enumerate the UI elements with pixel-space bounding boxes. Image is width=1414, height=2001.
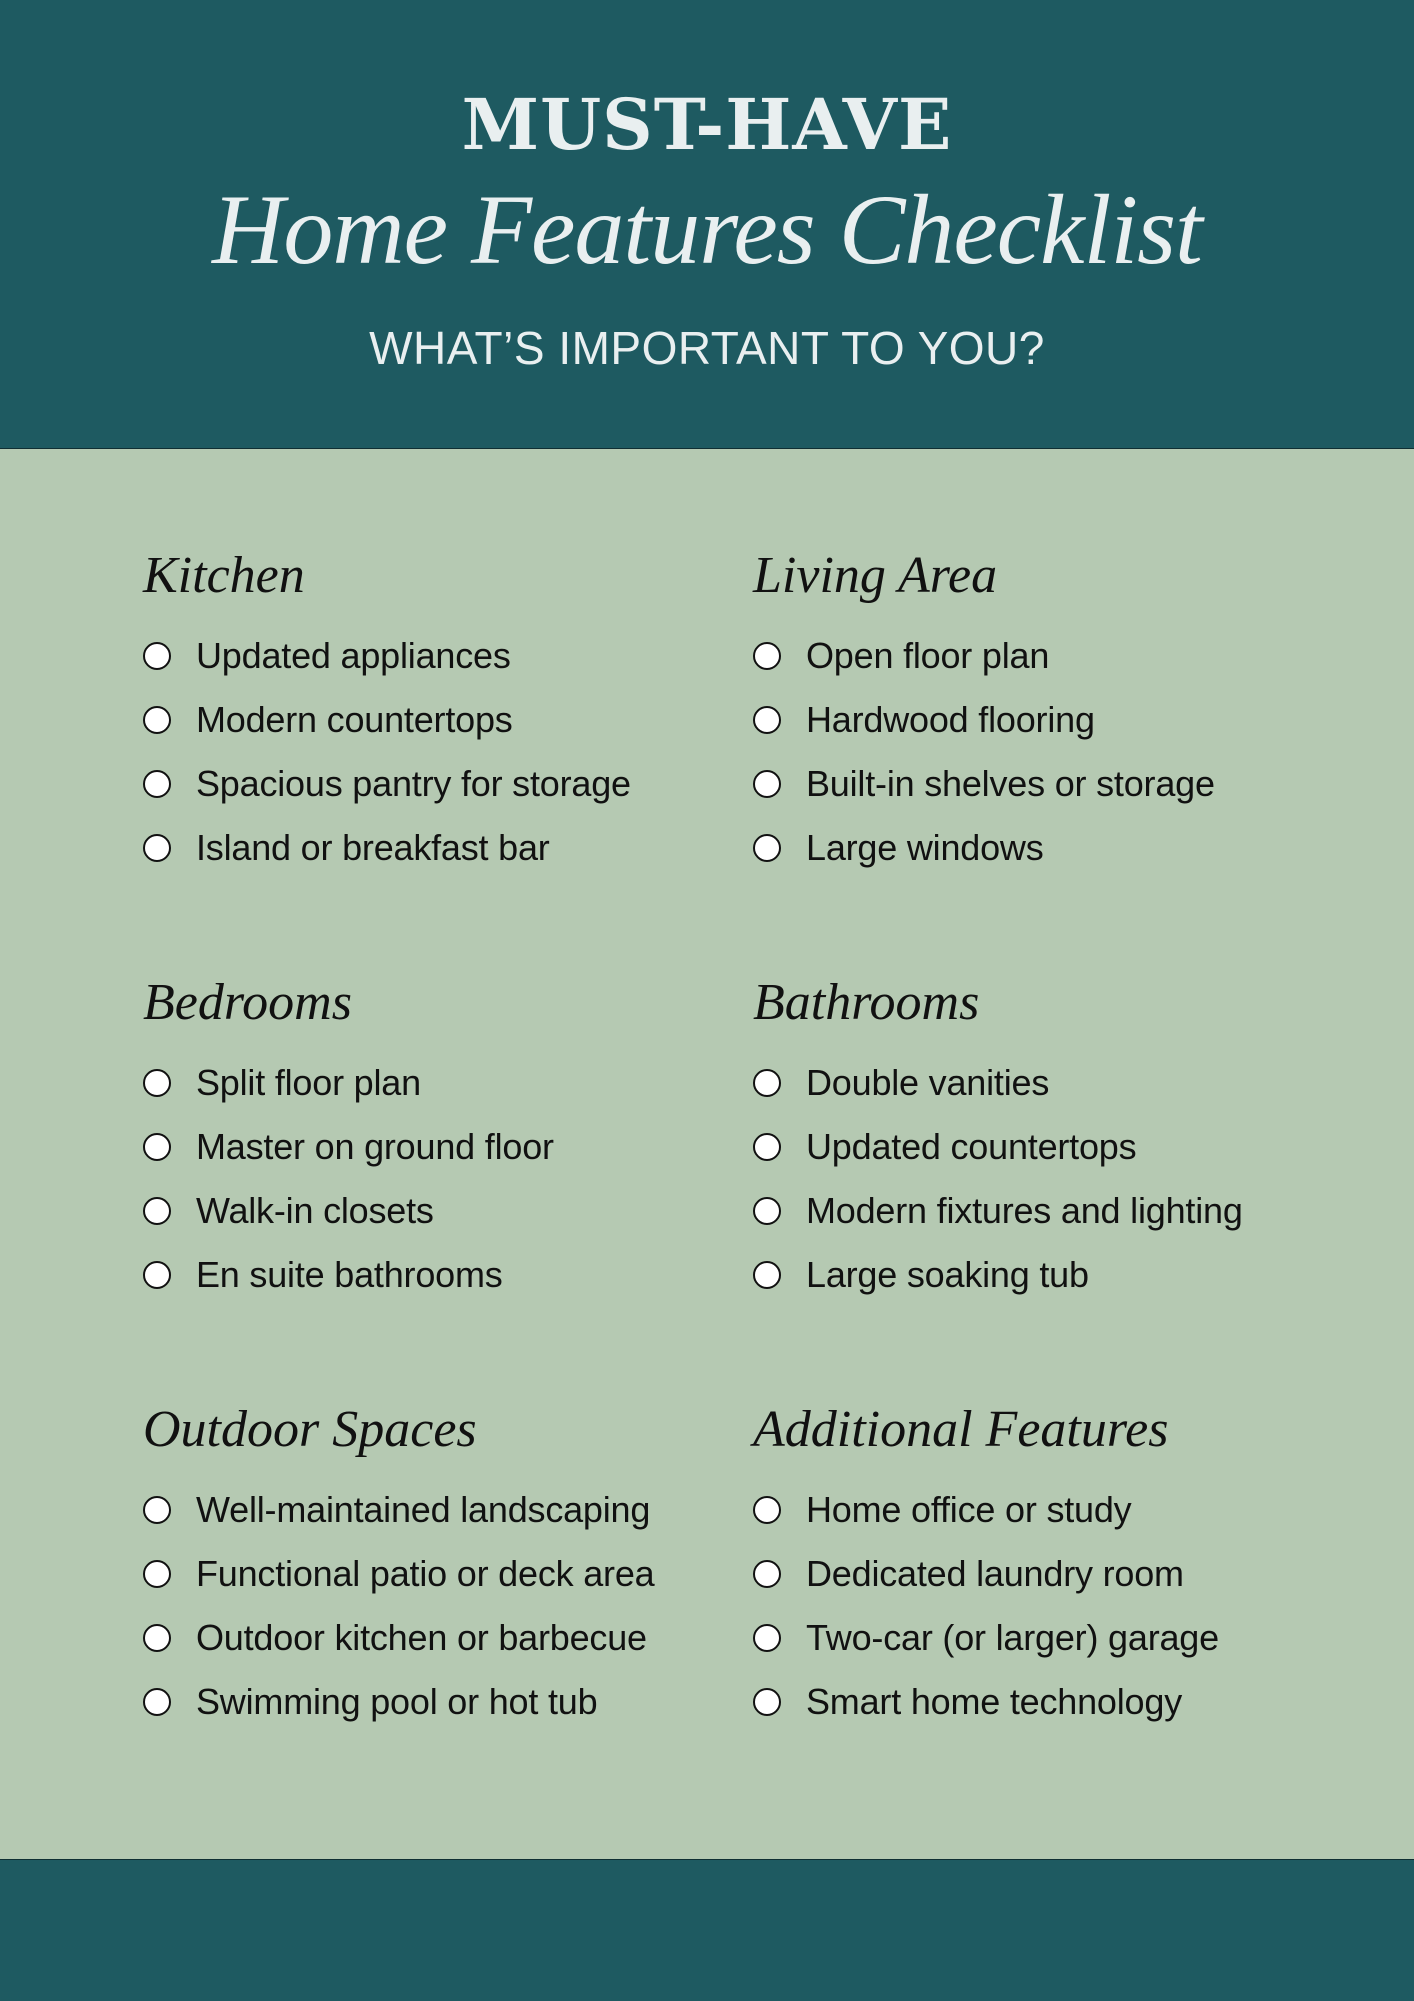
- checkbox-circle-icon[interactable]: [143, 1624, 171, 1652]
- item-label: Two-car (or larger) garage: [806, 1617, 1219, 1658]
- checkbox-circle-icon[interactable]: [143, 1560, 171, 1588]
- checklist-item[interactable]: [753, 1542, 1313, 1606]
- item-label: Updated appliances: [196, 635, 511, 676]
- checkbox-circle-icon[interactable]: [143, 1688, 171, 1716]
- section-bedrooms: [143, 973, 703, 1307]
- section-title: Bedrooms: [143, 974, 352, 1031]
- checkbox-circle-icon[interactable]: [753, 1560, 781, 1588]
- checkbox-circle-icon[interactable]: [753, 706, 781, 734]
- item-label: Functional patio or deck area: [196, 1553, 655, 1594]
- checkbox-circle-icon[interactable]: [143, 706, 171, 734]
- checklist-item[interactable]: [143, 1115, 703, 1179]
- checkbox-circle-icon[interactable]: [753, 1496, 781, 1524]
- checklist-item[interactable]: [143, 752, 703, 816]
- item-label: Split floor plan: [196, 1062, 421, 1103]
- item-label: Master on ground floor: [196, 1126, 554, 1167]
- section-outdoor-spaces: [143, 1400, 703, 1734]
- section-title: Additional Features: [753, 1401, 1169, 1458]
- checkbox-circle-icon[interactable]: [753, 1624, 781, 1652]
- checkbox-circle-icon[interactable]: [753, 1261, 781, 1289]
- checkbox-circle-icon[interactable]: [753, 834, 781, 862]
- checkbox-circle-icon[interactable]: [753, 770, 781, 798]
- item-label: Outdoor kitchen or barbecue: [196, 1617, 647, 1658]
- item-label: Well-maintained landscaping: [196, 1489, 651, 1530]
- section-kitchen: [143, 546, 703, 880]
- checklist-item[interactable]: [143, 688, 703, 752]
- checklist-item[interactable]: [143, 1606, 703, 1670]
- checklist-item[interactable]: [753, 1243, 1313, 1307]
- item-label: Modern fixtures and lighting: [806, 1190, 1243, 1231]
- checklist-item[interactable]: [753, 624, 1313, 688]
- checkbox-circle-icon[interactable]: [143, 1197, 171, 1225]
- checklist-item[interactable]: [143, 1179, 703, 1243]
- item-label: Double vanities: [806, 1062, 1050, 1103]
- checklist-item[interactable]: [143, 1670, 703, 1734]
- item-label: Large soaking tub: [806, 1254, 1089, 1295]
- item-label: Smart home technology: [806, 1681, 1182, 1722]
- header-banner: [0, 0, 1414, 449]
- checklist-item[interactable]: [753, 752, 1313, 816]
- checklist-item[interactable]: [143, 1478, 703, 1542]
- page-subtitle: WHAT’S IMPORTANT TO YOU?: [369, 322, 1045, 374]
- item-label: Hardwood flooring: [806, 699, 1095, 740]
- section-additional-features: [753, 1400, 1313, 1734]
- checkbox-circle-icon[interactable]: [143, 1496, 171, 1524]
- checklist-grid: [0, 448, 1414, 1860]
- item-label: Modern countertops: [196, 699, 513, 740]
- section-title: Outdoor Spaces: [143, 1401, 477, 1458]
- section-living-area: [753, 546, 1313, 880]
- checkbox-circle-icon[interactable]: [143, 770, 171, 798]
- item-label: En suite bathrooms: [196, 1254, 503, 1295]
- page-title: Home Features Checklist: [212, 174, 1202, 285]
- section-title: Bathrooms: [753, 974, 980, 1031]
- checklist-item[interactable]: [143, 1243, 703, 1307]
- section-bathrooms: [753, 973, 1313, 1307]
- section-title: Living Area: [753, 547, 998, 604]
- section-title: Kitchen: [143, 547, 305, 604]
- checkbox-circle-icon[interactable]: [753, 1688, 781, 1716]
- checkbox-circle-icon[interactable]: [143, 642, 171, 670]
- checklist-item[interactable]: [143, 1051, 703, 1115]
- header-top-line: MUST-HAVE: [461, 83, 953, 166]
- checklist-item[interactable]: [143, 816, 703, 880]
- checklist-item[interactable]: [753, 1115, 1313, 1179]
- checklist-item[interactable]: [753, 1478, 1313, 1542]
- checkbox-circle-icon[interactable]: [753, 642, 781, 670]
- item-label: Island or breakfast bar: [196, 827, 550, 868]
- item-label: Updated countertops: [806, 1126, 1137, 1167]
- item-label: Walk-in closets: [196, 1190, 434, 1231]
- checklist-item[interactable]: [753, 1051, 1313, 1115]
- checklist-item[interactable]: [753, 1179, 1313, 1243]
- checkbox-circle-icon[interactable]: [143, 1069, 171, 1097]
- checkbox-circle-icon[interactable]: [143, 1261, 171, 1289]
- item-label: Open floor plan: [806, 635, 1050, 676]
- checklist-item[interactable]: [143, 1542, 703, 1606]
- checkbox-circle-icon[interactable]: [753, 1069, 781, 1097]
- checklist-item[interactable]: [753, 1606, 1313, 1670]
- item-label: Spacious pantry for storage: [196, 763, 631, 804]
- checkbox-circle-icon[interactable]: [753, 1133, 781, 1161]
- item-label: Dedicated laundry room: [806, 1553, 1184, 1594]
- checkbox-circle-icon[interactable]: [143, 1133, 171, 1161]
- checklist-item[interactable]: [753, 688, 1313, 752]
- footer-banner: [0, 1859, 1414, 2001]
- item-label: Swimming pool or hot tub: [196, 1681, 598, 1722]
- checklist-item[interactable]: [143, 624, 703, 688]
- checklist-item[interactable]: [753, 816, 1313, 880]
- checkbox-circle-icon[interactable]: [753, 1197, 781, 1225]
- item-label: Built-in shelves or storage: [806, 763, 1215, 804]
- item-label: Large windows: [806, 827, 1044, 868]
- item-label: Home office or study: [806, 1489, 1132, 1530]
- checklist-item[interactable]: [753, 1670, 1313, 1734]
- checkbox-circle-icon[interactable]: [143, 834, 171, 862]
